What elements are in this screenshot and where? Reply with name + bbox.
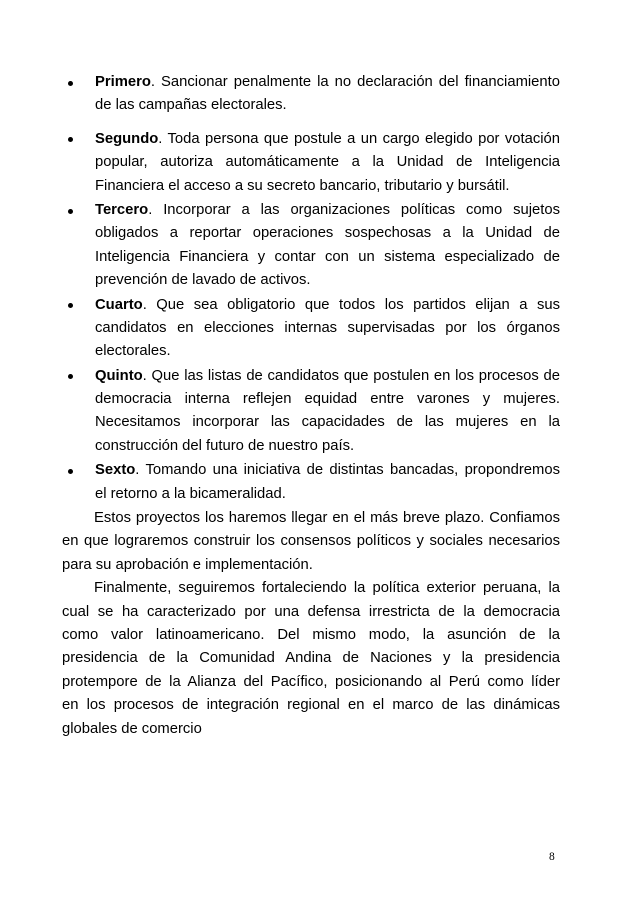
list-item-quinto xyxy=(62,365,560,459)
text-line: el retorno a la bicameralidad. xyxy=(95,485,286,502)
bullet-marker xyxy=(68,469,73,474)
text-line: como valor latinoamericano. Del mismo modo, la asunción de la xyxy=(62,626,560,643)
text-line: globales de comercio xyxy=(62,720,202,737)
text-line: obligados a reportar operaciones sospechosas a la Unidad de xyxy=(95,225,560,242)
text-line: cual se ha caracterizado por una defensa irrestricta de la democracia xyxy=(62,603,560,620)
text-line: prevención de lavado de activos. xyxy=(95,272,311,289)
text-line: popular, autoriza automáticamente a la Unidad de Inteligencia xyxy=(95,154,560,171)
item-text: . Incorporar a las organizaciones políticas como sujetos xyxy=(148,201,560,218)
text-line: Estos proyectos los haremos llegar en el más breve plazo. Confiamos xyxy=(94,510,560,527)
text-line: protempore de la Alianza del Pacífico, posicionando al Perú como líder xyxy=(62,673,560,690)
text-line xyxy=(95,459,560,482)
text-line xyxy=(95,294,560,317)
list-item-segundo xyxy=(62,128,560,198)
item-text: . Tomando una iniciativa de distintas bancadas, propondremos xyxy=(135,462,560,479)
text-line xyxy=(95,71,560,94)
text-line: candidatos en elecciones internas supervisadas por los órganos xyxy=(95,319,560,336)
text-line xyxy=(95,365,560,388)
paragraph xyxy=(62,507,560,577)
text-line: para su aprobación e implementación. xyxy=(62,556,313,573)
text-line: Finalmente, seguiremos fortaleciendo la política exterior peruana, la xyxy=(94,580,560,597)
text-line xyxy=(95,199,560,222)
page-content xyxy=(62,71,560,741)
item-label: Tercero xyxy=(95,201,149,218)
bullet-marker xyxy=(68,303,73,308)
list-item-sexto xyxy=(62,459,560,506)
text-line: de las campañas electorales. xyxy=(95,97,287,114)
list-item-primero xyxy=(62,71,560,118)
text-line: democracia interna reflejen equidad entre varones y mujeres. xyxy=(95,391,560,408)
text-line: Necesitamos incorporar las capacidades de las mujeres en la xyxy=(95,414,560,431)
bullet-marker xyxy=(68,374,73,379)
item-text: . Toda persona que postule a un cargo elegido por votación xyxy=(158,130,560,147)
item-label: Sexto xyxy=(95,462,136,479)
text-line: presidencia de la Comunidad Andina de Naciones y la presidencia xyxy=(62,650,560,667)
item-label: Primero xyxy=(95,74,151,90)
text-line: construcción del futuro de nuestro país. xyxy=(95,437,355,454)
bullet-marker xyxy=(68,209,73,214)
item-text: . Que las listas de candidatos que postulen en los procesos de xyxy=(142,367,560,384)
item-text: . Que sea obligatorio que todos los partidos elijan a sus xyxy=(142,296,560,313)
text-line: en que lograremos construir los consensos políticos y sociales necesarios xyxy=(62,533,560,550)
item-text: . Sancionar penalmente la no declaración del financiamiento xyxy=(150,74,560,90)
item-label: Quinto xyxy=(95,367,143,384)
bullet-marker xyxy=(68,81,73,86)
list-item-cuarto xyxy=(62,294,560,364)
text-line: Financiera el acceso a su secreto bancario, tributario y bursátil. xyxy=(95,177,510,194)
page-number: 8 xyxy=(549,851,555,863)
text-line: Inteligencia Financiera y contar con un sistema especializado de xyxy=(95,248,560,265)
bullet-marker xyxy=(68,137,73,142)
text-line: en los procesos de integración regional en el marco de las dinámicas xyxy=(62,697,560,714)
item-label: Segundo xyxy=(95,130,159,147)
text-line: electorales. xyxy=(95,343,171,360)
text-line xyxy=(95,128,560,151)
item-label: Cuarto xyxy=(95,296,143,313)
list-item-tercero xyxy=(62,199,560,293)
paragraph xyxy=(62,577,560,741)
